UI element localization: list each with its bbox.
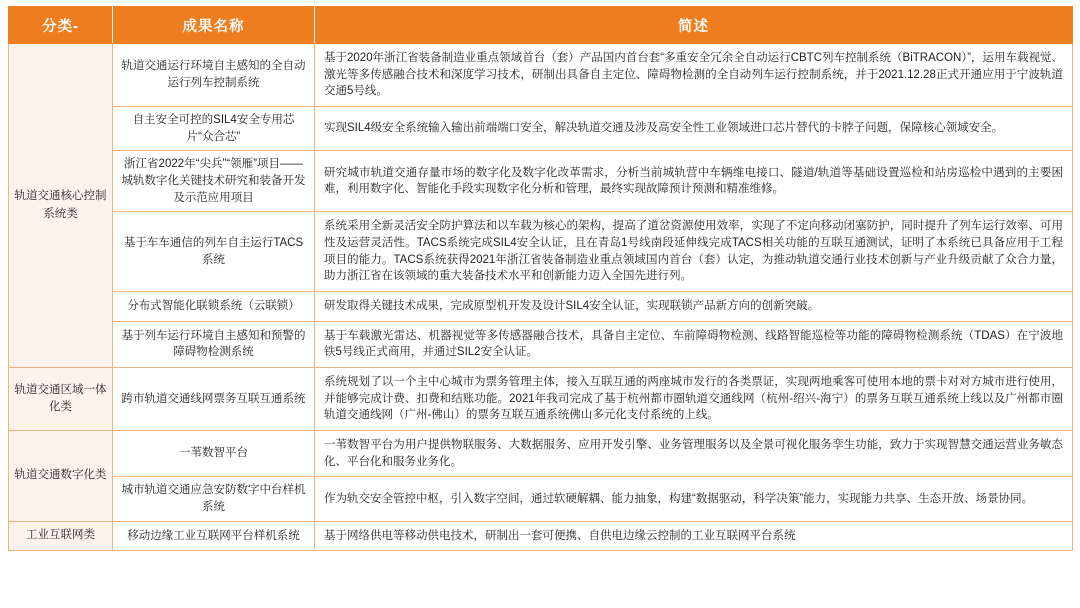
achievement-name: 基于列车运行环境自主感知和预警的障碍物检测系统 bbox=[113, 321, 315, 367]
category-cell: 工业互联网类 bbox=[9, 521, 113, 551]
achievement-description: 研发取得关键技术成果，完成原型机开发及设计SIL4安全认证，实现联锁产品新方向的创新突破。 bbox=[315, 292, 1073, 322]
table-row bbox=[9, 44, 1073, 107]
table-row bbox=[9, 151, 1073, 212]
table-row bbox=[9, 292, 1073, 322]
achievements-table bbox=[8, 6, 1073, 551]
achievement-name: 一苇数智平台 bbox=[113, 431, 315, 477]
achievement-description: 系统规划了以一个主中心城市为票务管理主体，接入互联互通的两座城市发行的各类票证，实现两地乘客可使用本地的票卡对对方城市进行使用，并能够完成计费、扣费和结账功能。2021年我司完成了基于杭州都市圈轨道交通线网（杭州-绍兴-海宁）的票务互联互通系统上线以及广州都市圈轨道交通线网（广州-佛山）的票务互联互通系统佛山多元化支付系统的上线。 bbox=[315, 368, 1073, 431]
table-header-row bbox=[9, 7, 1073, 44]
achievement-name: 移动边缘工业互联网平台样机系统 bbox=[113, 521, 315, 551]
achievement-name: 浙江省2022年“尖兵”“领雁”项目——城轨数字化关键技术研究和装备开发及示范应用项目 bbox=[113, 151, 315, 212]
achievement-name: 分布式智能化联锁系统（云联锁） bbox=[113, 292, 315, 322]
achievement-description: 系统采用全新灵活安全防护算法和以车载为核心的架构，提高了道岔资源使用效率，实现了不定向移动闭塞防护，同时提升了列车运行效率、可用性及运营灵活性。TACS系统完成SIL4安全认证，且在青岛1号线南段延伸线完成TACS相关功能的互联互通测试，证明了本系统已具备应用于工程项目的能力。TACS系统获得2021年浙江省装备制造业重点领域国内首台（套）认定，为推动轨道交通行业技术创新与产业升级贡献了众合力量，助力浙江省在该领域的重大装备技术水平和创新能力迈入全国先进行列。 bbox=[315, 212, 1073, 292]
category-cell: 轨道交通数字化类 bbox=[9, 431, 113, 522]
table-row bbox=[9, 368, 1073, 431]
achievement-description: 基于网络供电等移动供电技术，研制出一套可便携、自供电边缘云控制的工业互联网平台系统 bbox=[315, 521, 1073, 551]
achievement-description: 研究城市轨道交通存量市场的数字化及数字化改革需求，分析当前城轨营中车辆维电接口、隧道/轨道等基础设置巡检和站房巡检中遇到的主要困难，利用数字化、智能化手段实现数字化分析和管理，最终实现故障预计预测和精准维修。 bbox=[315, 151, 1073, 212]
column-header-name: 成果名称 bbox=[113, 7, 315, 44]
category-cell: 轨道交通区域一体化类 bbox=[9, 368, 113, 431]
table-header bbox=[9, 7, 1073, 44]
achievement-name: 城市轨道交通应急安防数字中台样机系统 bbox=[113, 477, 315, 521]
table-row bbox=[9, 321, 1073, 367]
achievement-description: 一苇数智平台为用户提供物联服务、大数据服务、应用开发引擎、业务管理服务以及全景可视化服务孪生功能，致力于实现智慧交通运营业务敏态化、平台化和服务业务化。 bbox=[315, 431, 1073, 477]
category-cell: 轨道交通核心控制系统类 bbox=[9, 44, 113, 368]
achievement-description: 实现SIL4级安全系统输入输出前端端口安全，解决轨道交通及涉及高安全性工业领域进口芯片替代的卡脖子问题，保障核心领域安全。 bbox=[315, 107, 1073, 151]
achievement-description: 基于车载激光雷达、机器视觉等多传感器融合技术，具备自主定位、车前障碍物检测、线路智能巡检等功能的障碍物检测系统（TDAS）在宁波地铁5号线正式商用，并通过SIL2安全认证。 bbox=[315, 321, 1073, 367]
column-header-category: 分类- bbox=[9, 7, 113, 44]
achievement-description: 作为轨交安全管控中枢，引入数字空间，通过软硬解耦、能力抽象，构建“数据驱动，科学决策”能力，实现能力共享、生态开放、场景协同。 bbox=[315, 477, 1073, 521]
achievement-name: 基于车车通信的列车自主运行TACS系统 bbox=[113, 212, 315, 292]
achievement-name: 轨道交通运行环境自主感知的全自动运行列车控制系统 bbox=[113, 44, 315, 107]
achievement-name: 自主安全可控的SIL4安全专用芯片“众合芯” bbox=[113, 107, 315, 151]
table-row bbox=[9, 477, 1073, 521]
table-row bbox=[9, 431, 1073, 477]
table-body bbox=[9, 44, 1073, 551]
table-row bbox=[9, 212, 1073, 292]
achievement-description: 基于2020年浙江省装备制造业重点领域首台（套）产品国内首台套“多重安全冗余全自动运行CBTC列车控制系统（BiTRACON）”，运用车载视觉、激光等多传感融合技术和深度学习技术，研制出具备自主定位、障碍物检测的全自动列车运行控制系统，并于2021.12.28正式开通应用于宁波轨道交通5号线。 bbox=[315, 44, 1073, 107]
table-row bbox=[9, 521, 1073, 551]
achievement-name: 跨市轨道交通线网票务互联互通系统 bbox=[113, 368, 315, 431]
column-header-desc: 简述 bbox=[315, 7, 1073, 44]
table-row bbox=[9, 107, 1073, 151]
